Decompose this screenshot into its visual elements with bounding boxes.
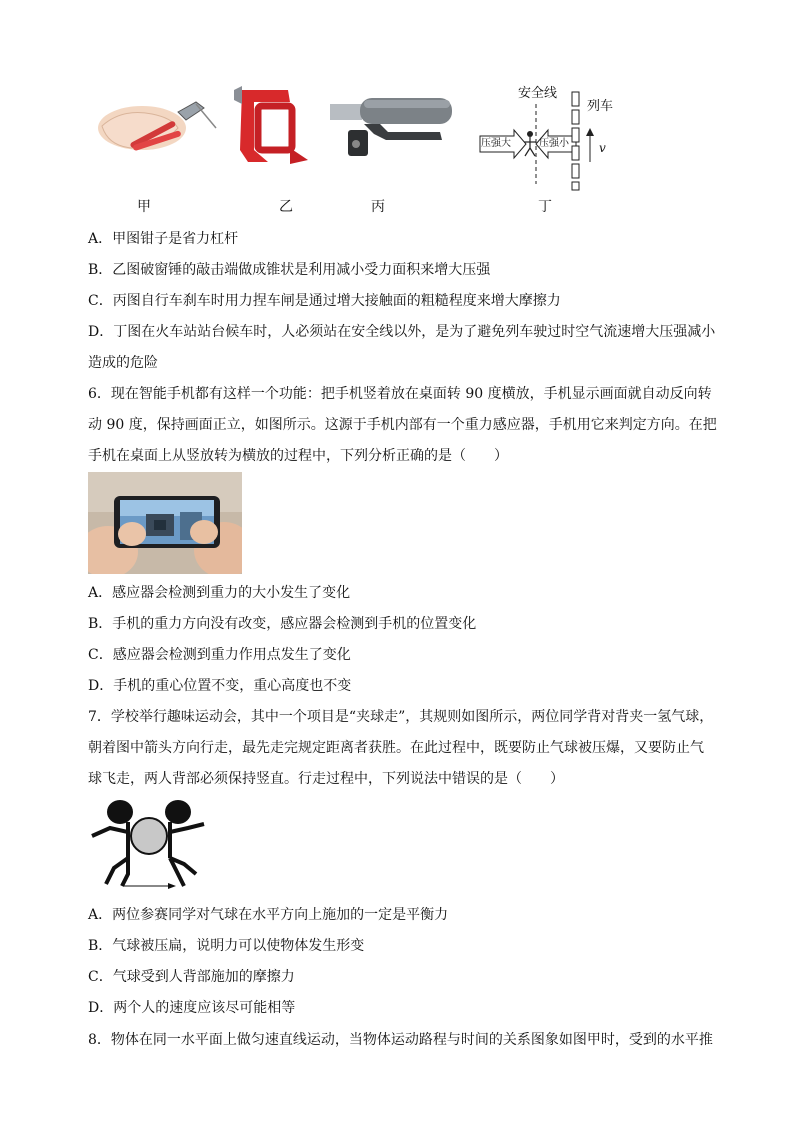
balloon-race-figure <box>88 798 208 892</box>
q7-stem-line-1: 7．学校举行趣味运动会，其中一个项目是“夹球走”，其规则如图所示，两位同学背对背夹一氢气球， <box>88 709 714 725</box>
small-pressure-label: 压强小 <box>539 138 569 149</box>
q7-option-b: B．气球被压扁，说明力可以使物体发生形变 <box>88 938 365 954</box>
q6-stem-line-1: 6．现在智能手机都有这样一个功能：把手机竖着放在桌面转 90 度横放，手机显示画面就自动反向转 <box>88 386 712 402</box>
q7-option-c: C．气球受到人背部施加的摩擦力 <box>88 969 295 985</box>
q5-option-d-cont: 造成的危险 <box>88 355 158 371</box>
train-label: 列车 <box>587 99 614 114</box>
q8-stem-line-1: 8．物体在同一水平面上做匀速直线运动，当物体运动路程与时间的关系图象如图甲时，受到的水平推 <box>88 1032 713 1048</box>
pliers-figure <box>92 88 222 160</box>
q7-option-a: A．两位参赛同学对气球在水平方向上施加的一定是平衡力 <box>88 907 449 923</box>
big-pressure-label: 压强大 <box>481 138 511 149</box>
q7-stem-line-3: 球飞走，两人背部必须保持竖直。行走过程中，下列说法中错误的是（ ） <box>88 771 564 787</box>
q6-option-a: A．感应器会检测到重力的大小发生了变化 <box>88 585 351 601</box>
q6-option-c: C．感应器会检测到重力作用点发生了变化 <box>88 647 351 663</box>
velocity-label: v <box>599 141 606 155</box>
brake-lever-figure <box>330 94 456 164</box>
q6-stem-line-2: 动 90 度，保持画面正立，如图所示。这源于手机内部有一个重力感应器，手机用它来判定方向。在把 <box>88 417 717 433</box>
q5-option-d: D．丁图在火车站站台候车时，人必须站在安全线以外，是为了避免列车驶过时空气流速增大压强减小 <box>88 324 716 340</box>
q5-option-b: B．乙图破窗锤的敲击端做成锥状是利用减小受力面积来增大压强 <box>88 262 491 278</box>
caption-yi: 乙 <box>279 199 293 215</box>
safety-line-label: 安全线 <box>518 86 558 101</box>
q6-option-b: B．手机的重力方向没有改变，感应器会检测到手机的位置变化 <box>88 616 477 632</box>
q6-option-d: D．手机的重心位置不变，重心高度也不变 <box>88 678 352 694</box>
q5-option-c: C．丙图自行车刹车时用力捏车闸是通过增大接触面的粗糙程度来增大摩擦力 <box>88 293 561 309</box>
q7-stem-line-2: 朝着图中箭头方向行走，最先走完规定距离者获胜。在此过程中，既要防止气球被压爆，又要防止气 <box>88 740 704 756</box>
safety-hammer-figure <box>228 82 312 168</box>
q7-option-d: D．两个人的速度应该尽可能相等 <box>88 1000 296 1016</box>
caption-ding: 丁 <box>538 199 552 215</box>
q5-option-a: A．甲图钳子是省力杠杆 <box>88 231 239 247</box>
caption-bing: 丙 <box>371 199 385 215</box>
phone-photo <box>88 472 242 574</box>
q6-stem-line-3: 手机在桌面上从竖放转为横放的过程中，下列分析正确的是（ ） <box>88 448 508 464</box>
caption-jia: 甲 <box>137 199 151 215</box>
